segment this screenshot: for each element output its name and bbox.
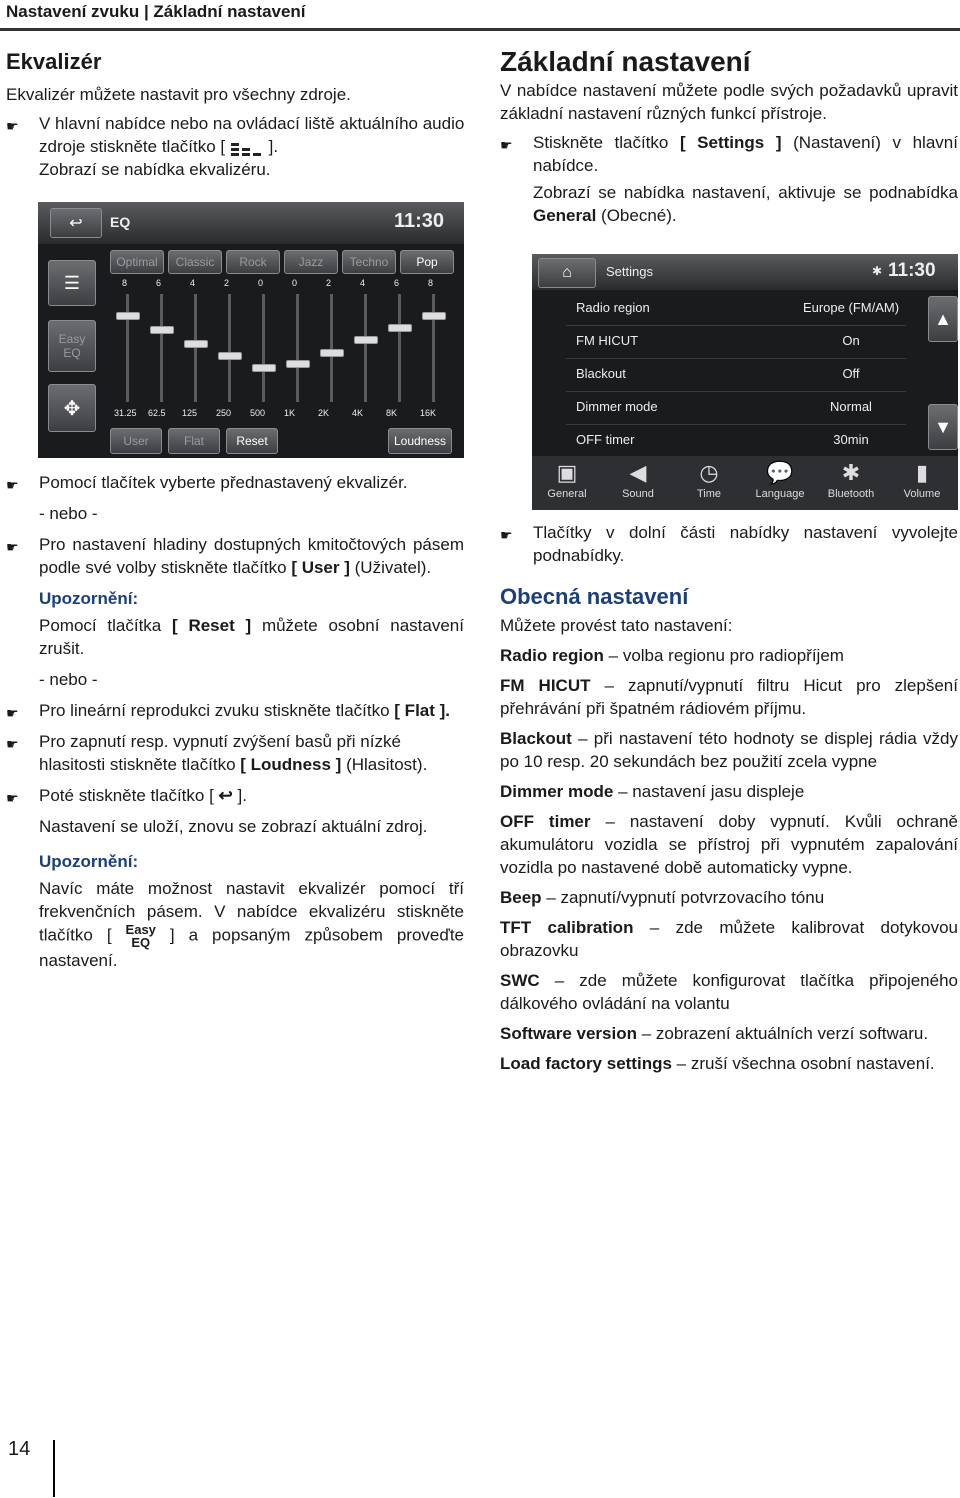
band-level: 8 [122,278,128,288]
fader-button[interactable] [48,384,96,432]
band-slider-knob[interactable] [116,312,140,320]
general-heading: Obecná nastavení [500,584,689,609]
setting-text: – zapnutí/vypnutí filtru Hicut pro zlepšení přehrávání při špatném rádiovém příjmu. [500,676,958,718]
setting-description [500,886,958,909]
easy-eq-button[interactable]: Easy EQ [48,320,96,372]
header-rule [0,28,960,31]
step-open-eq: ☛ V hlavní nabídce nebo na ovládací liště aktuálního audio zdroje stiskněte tlačítko [ ]. Zobrazí se nabídka ekvalizéru. [6,114,465,179]
setting-name: TFT calibration [500,918,634,937]
pointing-hand-icon: ☛ [6,539,19,555]
band-level: 6 [394,278,400,288]
band-level: 8 [428,278,434,288]
scroll-up-button[interactable] [928,296,958,342]
tab-label: Sound [622,488,654,500]
setting-name: SWC [500,971,540,990]
eq-screenshot [38,202,464,458]
bluetooth-icon: ✱ [872,264,883,278]
setting-text: – zapnutí/vypnutí potvrzovacího tónu [546,888,825,907]
volume-icon: ▮ [915,460,929,485]
eq-title: EQ [110,214,131,230]
bluetooth-icon: ✱ [841,460,861,485]
band-level: 0 [292,278,298,288]
setting-name: Blackout [500,729,572,748]
tab-bluetooth[interactable] [816,458,886,506]
settings-row-label: Radio region [576,300,650,315]
settings-row[interactable] [566,292,906,326]
back-arrow-icon: ↩ [69,215,83,232]
band-slider-track[interactable] [160,294,163,402]
tab-volume[interactable] [887,458,957,506]
setting-name: Load factory settings [500,1054,672,1073]
setting-text: – zde můžete konfigurovat tlačítka připojeného dálkového ovládání na volantu [500,971,959,1013]
band-slider-knob[interactable] [184,340,208,348]
tab-general[interactable] [532,458,602,506]
tab-label: General [547,488,587,500]
settings-row[interactable] [566,358,906,392]
setting-name: Software version [500,1024,637,1043]
back-button[interactable] [50,208,102,238]
eq-time: 11:30 [394,210,445,232]
tab-sound[interactable] [603,458,673,506]
eq-icon [230,140,264,156]
setting-description [500,1052,958,1075]
band-frequency: 4K [352,408,364,418]
settings-row[interactable] [566,424,906,458]
page-number: 14 [8,1438,31,1460]
loudness-button[interactable]: Loudness [388,428,452,454]
fader-icon: ✥ [63,397,81,420]
settings-row[interactable] [566,391,906,425]
band-slider-knob[interactable] [286,360,310,368]
band-slider-knob[interactable] [218,352,242,360]
band-slider-knob[interactable] [252,364,276,372]
band-slider-knob[interactable] [320,349,344,357]
bullet-loudness: ☛ Pro zapnutí resp. vypnutí zvýšení basů při nízké hlasitosti stiskněte tlačítko [ Loudness ] (Hlasitost). [6,732,428,774]
tab-label: Language [755,488,805,500]
back-arrow-icon: ↩ [218,786,233,805]
band-slider-track[interactable] [262,294,265,402]
band-level: 4 [360,278,366,288]
settings-row-label: OFF timer [576,432,635,447]
band-slider-track[interactable] [432,294,435,402]
note-title: Upozornění: [39,589,139,608]
band-slider-knob[interactable] [354,336,378,344]
arrow-up-icon: ▲ [934,308,952,329]
setting-text: – zde můžete kalibrovat dotykovou obrazovku [500,918,958,960]
footer-rule [53,1440,55,1497]
tab-label: Bluetooth [827,488,875,500]
bullet-flat: ☛ Pro lineární reprodukci zvuku stiskněte tlačítko [ Flat ]. [6,699,464,722]
or-separator: - nebo - [39,504,98,523]
settings-time: 11:30 [888,260,936,281]
pointing-hand-icon: ☛ [6,477,19,493]
note-reset: Pomocí tlačítka [ Reset ] můžete osobní nastavení zrušit. [39,616,464,658]
setting-description [500,644,958,667]
band-frequency: 31.25 [114,408,137,418]
preset-button-techno[interactable]: Techno [342,250,396,274]
band-slider-knob[interactable] [150,326,174,334]
step-open-settings: ☛ Stiskněte tlačítko [ Settings ] (Nastavení) v hlavní nabídce. [500,133,958,175]
setting-description [500,810,958,879]
language-icon: 💬 [766,460,794,485]
running-header: Nastavení zvuku | Základní nastavení [6,2,306,21]
settings-row-label: Dimmer mode [576,399,658,414]
setting-name: OFF timer [500,812,591,831]
pointing-hand-icon: ☛ [6,705,19,721]
settings-row-value: Off [842,366,860,381]
settings-result: Zobrazí se nabídka nastavení, aktivuje se podnabídka General (Obecné). [533,183,958,225]
flat-button[interactable]: Flat [168,428,220,454]
settings-row[interactable] [566,325,906,359]
setting-description [500,780,958,803]
right-intro [500,46,958,227]
band-frequency: 1K [284,408,296,418]
setting-text: – nastavení doby vypnutí. Kvůli ochraně akumulátoru vozidla se přístroj při vypnutém zapalování vozidla po nastavené době automaticky vypne. [500,812,958,877]
bullet-select-preset: ☛ Pomocí tlačítek vyberte přednastavený ekvalizér. [6,471,464,494]
band-slider-track[interactable] [330,294,333,402]
note-title: Upozornění: [39,852,139,871]
setting-description [500,1022,958,1045]
tab-label: Volume [903,488,941,500]
band-frequency: 500 [250,408,266,418]
section-heading-ekvalizer: Ekvalizér [6,49,102,74]
band-slider-track[interactable] [364,294,367,402]
setting-name: FM HICUT [500,676,591,695]
general-items [500,644,958,1075]
band-level: 2 [224,278,230,288]
preset-button-jazz[interactable]: Jazz [284,250,338,274]
eq-icon: ☰ [63,272,81,293]
saved-message: Nastavení se uloží, znovu se zobrazí aktuální zdroj. [39,817,428,836]
tab-label: Time [696,488,722,500]
setting-description [500,969,958,1015]
eq-menu-button[interactable] [48,260,96,306]
band-slider-knob[interactable] [422,312,446,320]
or-separator: - nebo - [39,670,98,689]
band-frequency: 62.5 [148,408,166,418]
note-easy-eq: Navíc máte možnost nastavit ekvalizér pomocí tří frekvenčních pásem. V nabídce ekvalizéru stiskněte tlačítko [ Easy EQ ] a popsaným způsobem proveďte nastavení. [39,879,464,970]
general-icon: ▣ [556,460,578,485]
settings-row-value: On [842,333,860,348]
pointing-hand-icon: ☛ [6,790,19,806]
band-level: 6 [156,278,162,288]
section-heading-zakladni: Základní nastavení [500,46,751,77]
setting-text: – zruší všechna osobní nastavení. [676,1054,935,1073]
home-icon: ⌂ [562,264,572,281]
scroll-down-button[interactable] [928,404,958,450]
arrow-down-icon: ▼ [934,416,952,437]
band-slider-knob[interactable] [388,324,412,332]
settings-screenshot [532,254,958,510]
left-instructions [6,471,464,972]
settings-row-value: Europe (FM/AM) [802,300,900,315]
pointing-hand-icon: ☛ [500,137,513,153]
settings-title: Settings [606,264,653,279]
band-frequency: 250 [216,408,232,418]
setting-text: – volba regionu pro radiopříjem [608,646,844,665]
preset-button-rock[interactable]: Rock [226,250,280,274]
band-slider-track[interactable] [194,294,197,402]
pointing-hand-icon: ☛ [500,527,513,543]
general-intro: Můžete provést tato nastavení: [500,616,733,635]
right-general [500,521,958,1075]
eq-menu-result: Zobrazí se nabídka ekvalizéru. [39,160,271,179]
bullet-submenus: ☛ Tlačítky v dolní části nabídky nastavení vyvolejte podnabídky. [500,523,958,565]
band-level: 4 [190,278,196,288]
preset-button-optimal[interactable]: Optimal [110,250,164,274]
band-slider-track[interactable] [126,294,129,402]
setting-text: – nastavení jasu displeje [618,782,805,801]
band-slider-track[interactable] [398,294,401,402]
setting-text: – zobrazení aktuálních verzí softwaru. [641,1024,929,1043]
band-frequency: 125 [182,408,198,418]
bullet-user: ☛ Pro nastavení hladiny dostupných kmitočtových pásem podle své volby stiskněte tlačítko [ User ] (Uživatel). [6,535,464,577]
band-level: 2 [326,278,332,288]
tab-language[interactable] [745,458,815,506]
home-button[interactable] [538,258,596,288]
settings-row-value: 30min [833,432,869,447]
eq-intro: Ekvalizér můžete nastavit pro všechny zdroje. [6,85,351,104]
band-slider-track[interactable] [296,294,299,402]
settings-row-value: Normal [830,399,872,414]
settings-row-label: FM HICUT [576,333,639,348]
settings-intro: V nabídce nastavení můžete podle svých požadavků upravit základní nastavení různých funkcí přístroje. [500,81,958,123]
band-frequency: 2K [318,408,330,418]
preset-button-pop[interactable]: Pop [400,250,454,274]
setting-name: Dimmer mode [500,782,614,801]
setting-description [500,674,958,720]
sound-icon: ◀ [629,460,647,485]
band-frequency: 16K [420,408,437,418]
setting-name: Beep [500,888,542,907]
band-level: 0 [258,278,264,288]
left-intro [6,50,466,181]
band-frequency: 8K [386,408,398,418]
pointing-hand-icon: ☛ [6,736,19,752]
bullet-back: ☛ Poté stiskněte tlačítko [ ↩ ]. [6,784,464,807]
setting-description [500,916,958,962]
preset-button-classic[interactable]: Classic [168,250,222,274]
easy-eq-icon: Easy EQ [125,922,156,950]
pointing-hand-icon: ☛ [6,118,19,134]
settings-row-label: Blackout [576,366,626,381]
user-button[interactable]: User [110,428,162,454]
clock-icon: ◷ [699,460,719,485]
setting-name: Radio region [500,646,604,665]
tab-time[interactable] [674,458,744,506]
setting-text: – při nastavení této hodnoty se displej rádia vždy po 10 resp. 20 sekundách bez použití zcela vypne [500,729,958,771]
setting-description [500,727,958,773]
reset-button[interactable]: Reset [226,428,278,454]
band-slider-track[interactable] [228,294,231,402]
